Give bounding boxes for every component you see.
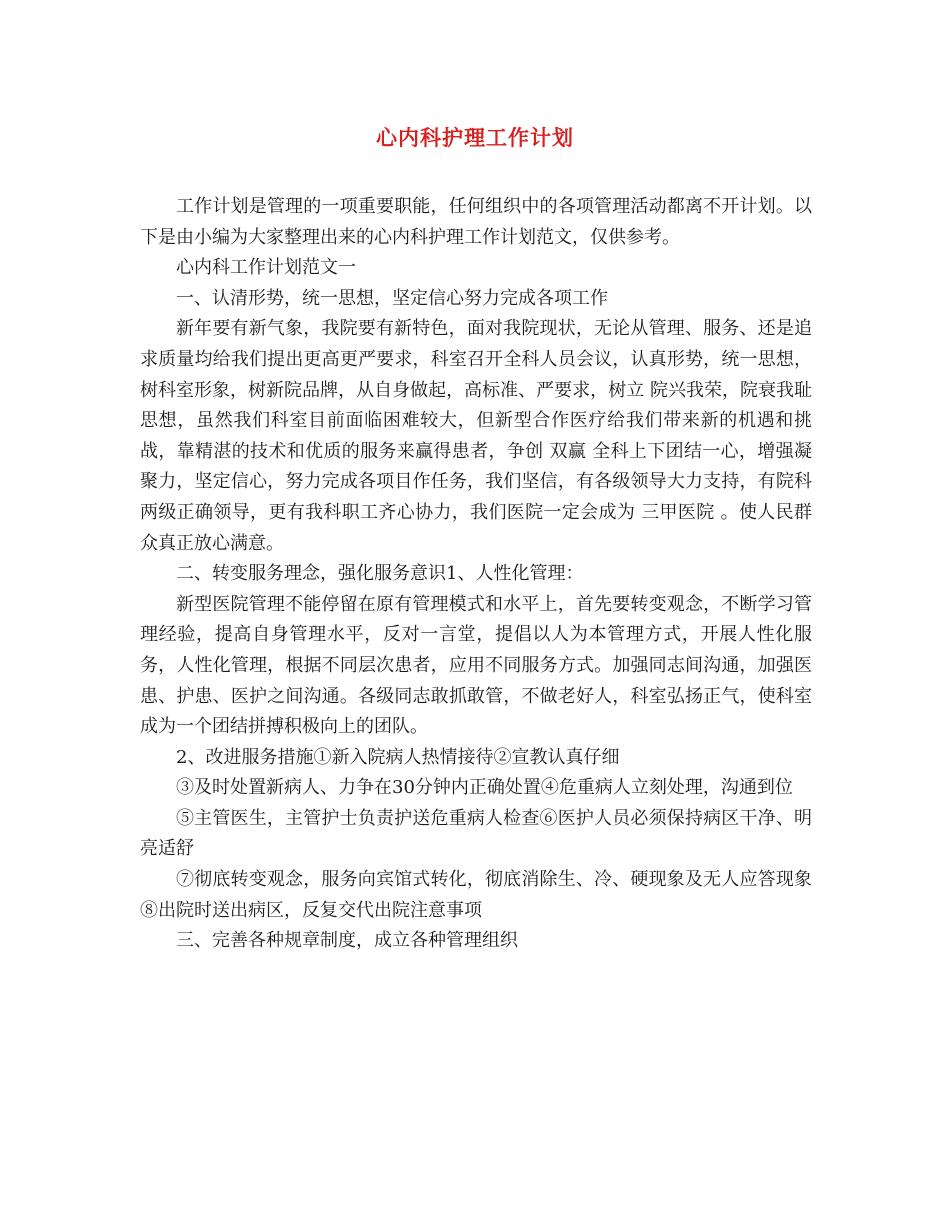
section-heading-2: 二、转变服务理念，强化服务意识1、人性化管理： [176, 563, 584, 585]
list-item: 2、改进服务措施①新入院病人热情接待②宣教认真仔细 [176, 746, 620, 768]
body-paragraph: 新型医院管理不能停留在原有管理模式和水平上，首先要转变观念，不断学习管理经验，提高自身管理水平，反对一言堂，提倡以人为本管理方式，开展人性化服务，人性化管理，根据不同层次患者，应用不同服务方式。加强同志间沟通，加强医患、护患、医护之间沟通。各级同志敢抓敢管，不做老好人，科室弘扬正气，使科室成为一个团结拼搏积极向上的团队。 [140, 593, 812, 738]
list-item: ③及时处置新病人、力争在30分钟内正确处置④危重病人立刻处理，沟通到位 [176, 777, 793, 799]
intro-paragraph: 工作计划是管理的一项重要职能，任何组织中的各项管理活动都离不开计划。以下是由小编为大家整理出来的心内科护理工作计划范文，仅供参考。 [140, 196, 812, 248]
section-heading-sample-one: 心内科工作计划范文一 [176, 257, 356, 279]
list-item: ⑦彻底转变观念，服务向宾馆式转化，彻底消除生、冷、硬现象及无人应答现象⑧出院时送出病区，反复交代出院注意事项 [140, 869, 812, 921]
list-item: ⑤主管医生，主管护士负责护送危重病人检查⑥医护人员必须保持病区干净、明亮适舒 [140, 807, 812, 860]
body-paragraph: 新年要有新气象，我院要有新特色，面对我院现状，无论从管理、服务、还是追求质量均给我们提出更高更严要求，科室召开全科人员会议，认真形势，统一思想，树科室形象，树新院品牌，从自身做起，高标准、严要求，树立 院兴我荣，院衰我耻 思想，虽然我们科室目前面临困难较大，但新型合作医疗给我们带来新的机遇和挑战，靠精湛的技术和优质的服务来赢得患者，争创 双赢 全科上下团结一心，增强凝聚力，坚定信心，努力完成各项目作任务，我们坚信，有各级领导大力支持，有院科两级正确领导，更有我科职工齐心协力，我们医院一定会成为 三甲医院 。使人民群众真正放心满意。 [140, 318, 812, 554]
document-title: 心内科护理工作计划 [376, 125, 574, 150]
section-heading-3: 三、完善各种规章制度，成立各种管理组织 [176, 930, 518, 952]
document-body [140, 192, 812, 957]
section-heading-1: 一、认清形势，统一思想，坚定信心努力完成各项工作 [176, 287, 608, 309]
